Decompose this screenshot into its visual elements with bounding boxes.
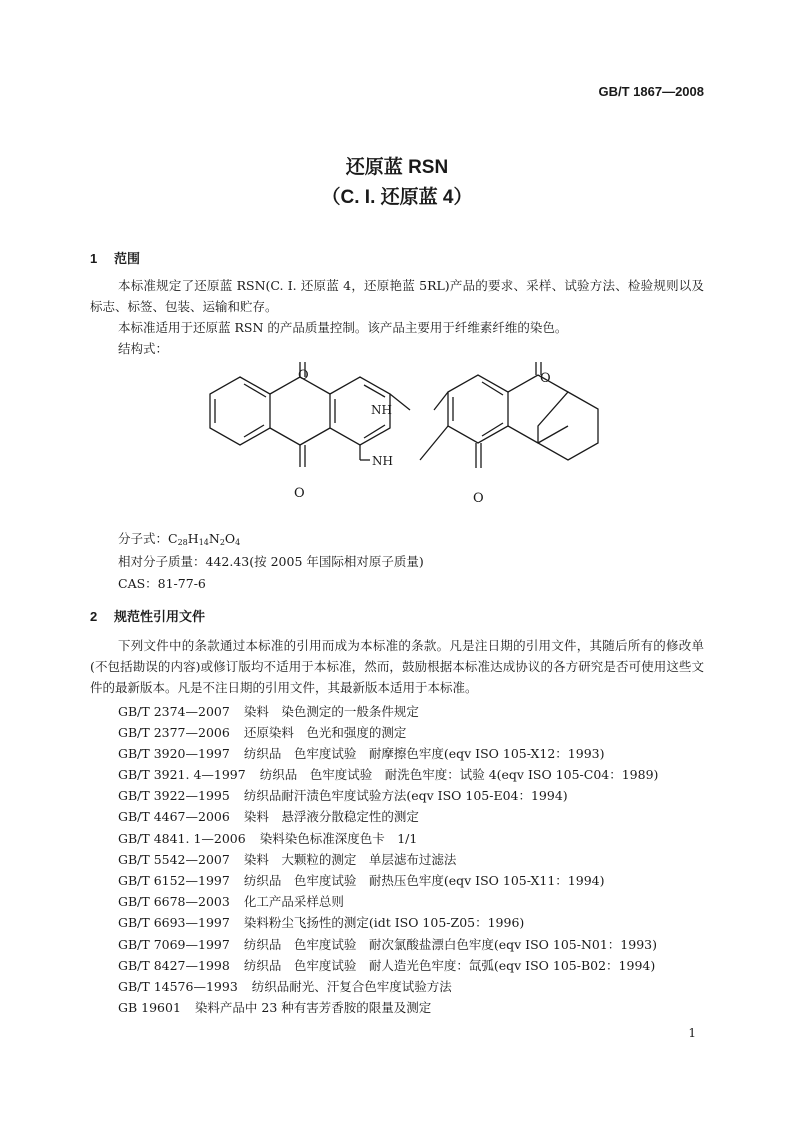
reference-item bbox=[118, 743, 605, 764]
section-2-heading bbox=[90, 606, 205, 625]
reference-title: 染料产品中 23 种有害芳香胺的限量及测定 bbox=[194, 1000, 432, 1015]
reference-title: 染料粉尘飞扬性的测定(idt ISO 105-Z05：1996) bbox=[243, 915, 525, 930]
standard-code: GB/T 1867—2008 bbox=[598, 84, 704, 99]
reference-title: 纺织品 色牢度试验 耐人造光色牢度：氙弧(eqv ISO 105-B02：1994) bbox=[243, 958, 656, 973]
reference-title: 染料 悬浮液分散稳定性的测定 bbox=[243, 809, 419, 824]
section-1-number: 1 bbox=[90, 251, 98, 266]
reference-code: GB/T 3922—1995 bbox=[118, 788, 230, 803]
reference-code: GB/T 6678—2003 bbox=[118, 894, 230, 909]
cas-number: CAS：81-77-6 bbox=[118, 576, 206, 591]
reference-code: GB/T 8427—1998 bbox=[118, 958, 230, 973]
formula-hydrogen: H bbox=[187, 531, 199, 546]
formula-oxygen: O bbox=[224, 531, 236, 546]
section-1-title: 范围 bbox=[114, 251, 141, 266]
section-2-title: 规范性引用文件 bbox=[114, 609, 206, 624]
molecular-formula bbox=[118, 528, 240, 553]
reference-item bbox=[118, 722, 406, 743]
reference-item bbox=[118, 849, 456, 870]
reference-code: GB/T 5542—2007 bbox=[118, 852, 230, 867]
reference-code: GB/T 6152—1997 bbox=[118, 873, 230, 888]
section-1-heading bbox=[90, 248, 140, 267]
left-benzene-ring bbox=[210, 377, 270, 445]
reference-code: GB 19601 bbox=[118, 1000, 181, 1015]
reference-item bbox=[118, 785, 568, 806]
document-subtitle: （C. I. 还原蓝 4） bbox=[321, 187, 473, 208]
reference-title: 纺织品耐汗渍色牢度试验方法(eqv ISO 105-E04：1994) bbox=[243, 788, 568, 803]
reference-title: 纺织品 色牢度试验 耐洗色牢度：试验 4(eqv ISO 105-C04：1989) bbox=[259, 767, 659, 782]
oxygen-label-2: O bbox=[294, 486, 305, 501]
reference-title: 染料 染色测定的一般条件规定 bbox=[243, 704, 419, 719]
formula-hydrogen-count: 14 bbox=[198, 538, 209, 547]
reference-title: 还原染料 色光和强度的测定 bbox=[243, 725, 407, 740]
structure-label: 结构式： bbox=[118, 341, 169, 356]
oxygen-label-4: O bbox=[473, 491, 484, 506]
scope-paragraph-1: 本标准规定了还原蓝 RSN(C. I. 还原蓝 4，还原艳蓝 5RL)产品的要求、采样、试验方法、检验规则以及标志、标签、包装、运输和贮存。 bbox=[90, 278, 704, 314]
formula-carbon-count: 28 bbox=[177, 538, 188, 547]
reference-code: GB/T 2377—2006 bbox=[118, 725, 230, 740]
reference-title: 纺织品耐光、汗复合色牢度试验方法 bbox=[251, 979, 452, 994]
reference-item bbox=[118, 997, 431, 1018]
molecular-mass: 相对分子质量：442.43(按 2005 年国际相对原子质量) bbox=[118, 554, 424, 569]
nh-label-2: NH bbox=[372, 454, 393, 468]
references-intro: 下列文件中的条款通过本标准的引用而成为本标准的条款。凡是注日期的引用文件，其随后所有的修改单(不包括勘误的内容)或修订版均不适用于本标准，然而，鼓励根据本标准达成协议的各方研究是否可使用这些文件的最新版本。凡是不注日期的引用文件，其最新版本适用于本标准。 bbox=[90, 638, 704, 695]
reference-title: 染料 大颗粒的测定 单层滤布过滤法 bbox=[243, 852, 457, 867]
reference-code: GB/T 7069—1997 bbox=[118, 937, 230, 952]
reference-item bbox=[118, 764, 658, 785]
reference-item bbox=[118, 891, 344, 912]
reference-item bbox=[118, 912, 524, 933]
document-title: 还原蓝 RSN bbox=[345, 157, 449, 178]
reference-item bbox=[118, 828, 417, 849]
oxygen-label-1: O bbox=[298, 368, 309, 383]
reference-item bbox=[118, 934, 657, 955]
reference-title: 纺织品 色牢度试验 耐次氯酸盐漂白色牢度(eqv ISO 105-N01：1993) bbox=[243, 937, 657, 952]
reference-code: GB/T 4467—2006 bbox=[118, 809, 230, 824]
reference-code: GB/T 6693—1997 bbox=[118, 915, 230, 930]
nh-label-1: NH bbox=[371, 403, 392, 417]
reference-code: GB/T 3921. 4—1997 bbox=[118, 767, 246, 782]
reference-code: GB/T 14576—1993 bbox=[118, 979, 238, 994]
reference-item bbox=[118, 701, 419, 722]
reference-item bbox=[118, 806, 419, 827]
section-2-number: 2 bbox=[90, 609, 98, 624]
structural-formula bbox=[190, 362, 610, 512]
reference-code: GB/T 3920—1997 bbox=[118, 746, 230, 761]
reference-item bbox=[118, 976, 452, 997]
page-number: 1 bbox=[688, 1026, 696, 1040]
reference-code: GB/T 2374—2007 bbox=[118, 704, 230, 719]
reference-item bbox=[118, 870, 605, 891]
reference-title: 纺织品 色牢度试验 耐摩擦色牢度(eqv ISO 105-X12：1993) bbox=[243, 746, 605, 761]
reference-title: 染料染色标准深度色卡 1/1 bbox=[259, 831, 418, 846]
reference-title: 化工产品采样总则 bbox=[243, 894, 344, 909]
reference-code: GB/T 4841. 1—2006 bbox=[118, 831, 246, 846]
formula-carbon: C bbox=[168, 531, 178, 546]
scope-paragraph-2: 本标准适用于还原蓝 RSN 的产品质量控制。该产品主要用于纤维素纤维的染色。 bbox=[118, 320, 568, 335]
formula-nitrogen: N bbox=[208, 531, 220, 546]
reference-item bbox=[118, 955, 655, 976]
formula-oxygen-count: 4 bbox=[235, 538, 241, 547]
formula-prefix: 分子式： bbox=[118, 531, 169, 546]
reference-title: 纺织品 色牢度试验 耐热压色牢度(eqv ISO 105-X11：1994) bbox=[243, 873, 605, 888]
formula-nitrogen-count: 2 bbox=[219, 538, 225, 547]
oxygen-label-3: O bbox=[540, 371, 551, 386]
